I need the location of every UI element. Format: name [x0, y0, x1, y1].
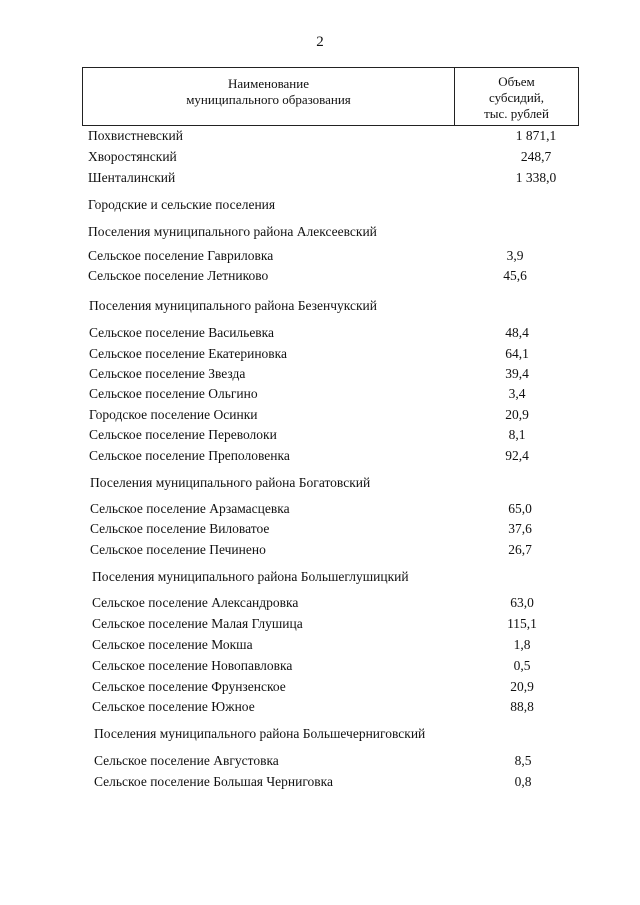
subsidy-value: 88,8 [510, 699, 534, 714]
table-row [0, 364, 640, 384]
table-row [0, 635, 640, 655]
subsidy-value: 0,5 [513, 658, 531, 673]
table-row [0, 656, 640, 676]
table-row [0, 323, 640, 343]
table-row [0, 772, 640, 792]
section-heading [0, 296, 640, 316]
table-row [0, 405, 640, 425]
subsidy-value: 1,8 [513, 637, 531, 652]
subsidy-value: 64,1 [505, 346, 529, 361]
subsidy-value: 1 871,1 [515, 128, 557, 143]
municipality-name: Сельское поселение Переволоки [89, 427, 277, 442]
subsidy-value: 26,7 [508, 542, 532, 557]
section-heading-text: Поселения муниципального района Алексеевский [88, 224, 377, 239]
subsidy-value: 3,9 [506, 248, 524, 263]
section-heading-text: Поселения муниципального района Безенчукский [89, 298, 377, 313]
section-heading [0, 473, 640, 493]
subsidy-value: 20,9 [510, 679, 534, 694]
table-row [0, 697, 640, 717]
table-row [0, 147, 640, 167]
subsidy-value: 92,4 [505, 448, 529, 463]
municipality-name: Сельское поселение Александровка [92, 595, 299, 610]
subsidy-value: 1 338,0 [515, 170, 557, 185]
municipality-name: Сельское поселение Августовка [94, 753, 279, 768]
table-row [0, 499, 640, 519]
section-heading-text: Поселения муниципального района Большеглушицкий [92, 569, 409, 584]
section-heading-text: Поселения муниципального района Большечерниговский [94, 726, 426, 741]
subsidy-value: 3,4 [508, 386, 526, 401]
municipality-name: Похвистневский [88, 128, 183, 143]
municipality-name: Сельское поселение Преполовенка [89, 448, 290, 463]
table-row [0, 384, 640, 404]
subsidy-value: 45,6 [503, 268, 527, 283]
table-row [0, 425, 640, 445]
subsidy-value: 48,4 [505, 325, 529, 340]
header-vol-line3: тыс. рублей [484, 106, 549, 121]
table-row [0, 266, 640, 286]
section-heading [0, 567, 640, 587]
municipality-name: Сельское поселение Большая Черниговка [94, 774, 334, 789]
subsidy-value: 8,5 [514, 753, 532, 768]
municipality-name: Сельское поселение Звезда [89, 366, 246, 381]
municipality-name: Сельское поселение Новопавловка [92, 658, 293, 673]
table-row [0, 751, 640, 771]
header-vol-line2: субсидий, [488, 90, 545, 105]
municipality-name: Шенталинский [88, 170, 176, 185]
subsidy-value: 39,4 [505, 366, 529, 381]
table-row [0, 344, 640, 364]
subsidy-value: 37,6 [508, 521, 532, 536]
municipality-name: Сельское поселение Виловатое [90, 521, 270, 536]
subsidy-value: 65,0 [508, 501, 532, 516]
municipality-name: Сельское поселение Печинено [90, 542, 266, 557]
subsidy-value: 115,1 [507, 616, 537, 631]
municipality-name: Сельское поселение Малая Глушица [92, 616, 303, 631]
municipality-name: Сельское поселение Южное [92, 699, 255, 714]
table-row [0, 168, 640, 188]
table-row [0, 540, 640, 560]
municipality-name: Сельское поселение Васильевка [89, 325, 275, 340]
subsidy-value: 248,7 [520, 149, 552, 164]
municipality-name: Сельское поселение Екатериновка [89, 346, 288, 361]
municipality-name: Сельское поселение Фрунзенское [92, 679, 286, 694]
table-row [0, 614, 640, 634]
table-row [0, 677, 640, 697]
subsidy-value: 63,0 [510, 595, 534, 610]
header-name-line2: муниципального образования [186, 92, 351, 107]
municipality-name: Сельское поселение Летниково [88, 268, 269, 283]
subsidy-value: 0,8 [514, 774, 532, 789]
section-heading [0, 724, 640, 744]
municipality-name: Сельское поселение Гавриловка [88, 248, 274, 263]
table-row [0, 126, 640, 146]
table-row [0, 593, 640, 613]
section-heading-text: Городские и сельские поселения [88, 197, 276, 212]
section-heading-text: Поселения муниципального района Богатовский [90, 475, 371, 490]
table-row [0, 446, 640, 466]
subsidy-value: 8,1 [508, 427, 526, 442]
page-number: 2 [316, 34, 324, 50]
municipality-name: Сельское поселение Арзамасцевка [90, 501, 290, 516]
header-vol-line1: Объем [498, 74, 535, 89]
section-heading [0, 195, 640, 215]
section-heading [0, 222, 640, 242]
table-row [0, 519, 640, 539]
subsidy-value: 20,9 [505, 407, 529, 422]
municipality-name: Хворостянский [88, 149, 177, 164]
table-row [0, 246, 640, 266]
municipality-name: Сельское поселение Мокша [92, 637, 253, 652]
municipality-name: Сельское поселение Ольгино [89, 386, 258, 401]
municipality-name: Городское поселение Осинки [89, 407, 258, 422]
header-name-line1: Наименование [228, 76, 309, 91]
